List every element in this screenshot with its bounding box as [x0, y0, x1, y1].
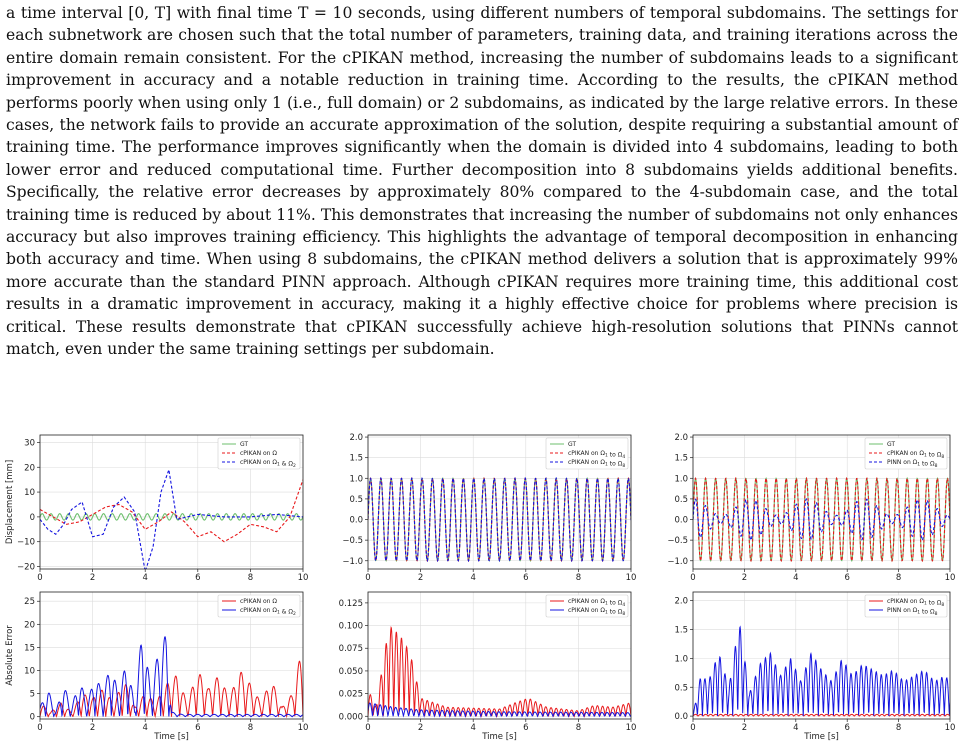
y-tick-label: 0.0 [349, 515, 363, 526]
legend-text: cPIKAN on Ω [240, 450, 277, 457]
y-tick-label: 0.100 [338, 621, 363, 632]
x-tick-label: 8 [247, 573, 254, 583]
y-tick-label: 20 [24, 463, 35, 474]
series-line [368, 703, 631, 716]
chart-panel-5 [339, 592, 637, 742]
y-axis-label: Absolute Error [5, 625, 15, 686]
x-tick-label: 8 [895, 723, 902, 733]
legend-text: to [607, 608, 618, 616]
legend-label [240, 450, 277, 457]
x-tick-label: 2 [89, 723, 96, 733]
legend-sub: 1 [277, 610, 280, 616]
legend-omega: Ω [919, 598, 924, 605]
y-tick-label: 0.025 [338, 689, 363, 700]
x-tick-label: 0 [37, 723, 43, 733]
plot-area [40, 470, 303, 572]
series-line [40, 470, 303, 572]
legend-label [887, 441, 895, 448]
x-tick-label: 4 [793, 573, 799, 583]
x-tick-label: 2 [741, 573, 748, 583]
legend-sub: 8 [622, 464, 626, 469]
plot-area [693, 627, 950, 716]
x-axis-label: Time [s] [482, 732, 517, 742]
y-tick-label: −1.0 [342, 556, 363, 567]
x-tick-label: 10 [625, 723, 637, 733]
legend-text: & [279, 460, 289, 468]
x-tick-label: 0 [365, 723, 371, 733]
legend-sub: 2 [292, 612, 296, 617]
y-tick-label: 0 [29, 712, 35, 723]
x-tick-label: 0 [690, 723, 696, 733]
legend [865, 438, 947, 469]
legend-text: GT [887, 441, 896, 448]
y-tick-label: 0.125 [338, 598, 363, 609]
x-tick-label: 2 [741, 723, 748, 733]
legend-sub: 8 [934, 464, 938, 469]
legend-omega: Ω [617, 451, 623, 459]
y-tick-label: 0.5 [674, 494, 688, 505]
legend-sub: 1 [917, 462, 921, 468]
legend-text: cPIKAN on [568, 598, 601, 605]
legend-omega: Ω [288, 608, 293, 616]
y-axis-label: Displacement [mm] [5, 459, 15, 545]
legend-text: cPIKAN on [240, 607, 273, 614]
x-tick-label: 10 [297, 573, 309, 583]
legend-sub: 4 [622, 455, 626, 460]
y-tick-label: 1.5 [349, 453, 363, 464]
legend-omega: Ω [600, 459, 605, 466]
x-tick-label: 0 [690, 573, 696, 583]
legend-text: GT [240, 441, 249, 448]
legend-omega: Ω [617, 599, 623, 607]
y-tick-label: −0.5 [667, 536, 688, 547]
plot-area [368, 628, 631, 717]
y-tick-label: 0.050 [338, 666, 363, 677]
legend-omega: Ω [617, 460, 623, 468]
y-tick-label: 0.0 [674, 515, 688, 526]
y-tick-label: 1.0 [674, 654, 688, 665]
x-tick-label: 2 [417, 573, 424, 583]
legend-sub: 2 [292, 464, 296, 469]
x-tick-label: 10 [625, 573, 637, 583]
y-tick-label: 0.5 [349, 494, 363, 505]
legend-sub: 8 [622, 612, 626, 617]
figure-panels [0, 428, 965, 749]
x-tick-label: 4 [793, 723, 799, 733]
body-paragraph: a time interval [0, T] with final time T = 10 seconds, using different numbers of temporal subdomains. The settings for each subnetwork are chosen such that the total number of parameters, training data, and training iterations across the entire domain remain consistent. For the cPIKAN method, increasing the number of subdomains leads to a significant improvement in accuracy and a notable reduction in training time. According to the results, the cPIKAN method performs poorly when using only 1 (i.e., full domain) or 2 subdomains, as indicated by the large relative errors. In these cases, the network fails to provide an accurate approximation of the solution, despite requiring a substantial amount of training time. The performance improves significantly when the domain is divided into 4 subdomains, leading to both lower error and reduced computational time. Further decomposition into 8 subdomains yields additional benefits. Specifically, the relative error decreases by approximately 80% compared to the 4-subdomain case, and the total training time is reduced by about 11%. This demonstrates that increasing the number of subdomains not only enhances accuracy but also improves training efficiency. This highlights the advantage of temporal decomposition in enhancing both accuracy and time. When using 8 subdomains, the cPIKAN method delivers a solution that is approximately 99% more accurate than the standard PINN approach. Although cPIKAN requires more training time, this additional cost results in a dramatic improvement in accuracy, making it a highly effective choice for problems where precision is critical. These results demonstrate that cPIKAN successfully achieve high-resolution solutions that PINNs cannot match, even under the same training settings per subdomain. [6, 4, 958, 359]
legend-text: to [607, 460, 618, 468]
legend-omega: Ω [617, 608, 623, 616]
x-tick-label: 6 [523, 723, 529, 733]
legend [865, 595, 947, 617]
y-tick-label: −1.0 [667, 556, 688, 567]
y-tick-label: 1.5 [674, 625, 688, 636]
x-axis-label: Time [s] [804, 732, 839, 742]
legend-text: & [279, 608, 289, 616]
x-tick-label: 2 [417, 723, 424, 733]
legend-text: cPIKAN on [887, 598, 920, 605]
y-tick-label: 0 [29, 512, 35, 523]
x-tick-label: 4 [470, 723, 476, 733]
series-line [693, 627, 950, 716]
legend-sub: 1 [924, 601, 927, 607]
x-tick-label: 8 [575, 573, 582, 583]
x-tick-label: 8 [247, 723, 254, 733]
chart-panel-1 [5, 435, 308, 583]
series-line [40, 514, 303, 520]
x-tick-label: 10 [944, 573, 956, 583]
y-tick-label: 20 [24, 620, 35, 631]
x-axis-label: Time [s] [154, 732, 189, 742]
legend-sub: 8 [934, 612, 938, 617]
legend-omega: Ω [600, 607, 605, 614]
y-tick-label: 5 [29, 689, 35, 700]
legend-sub: 8 [941, 455, 945, 460]
legend [546, 438, 628, 469]
legend-text: cPIKAN on [887, 450, 920, 457]
legend-omega: Ω [272, 607, 277, 614]
legend-omega: Ω [272, 459, 277, 466]
x-tick-label: 8 [575, 723, 582, 733]
legend-text: cPIKAN on Ω [240, 598, 277, 605]
legend-omega: Ω [912, 607, 918, 614]
y-tick-label: −0.5 [342, 536, 363, 547]
legend-label [240, 441, 248, 448]
legend-omega: Ω [936, 451, 942, 459]
y-tick-label: 2.0 [674, 433, 688, 444]
x-tick-label: 6 [523, 573, 529, 583]
y-tick-label: 0.075 [338, 644, 363, 655]
legend-omega: Ω [929, 608, 935, 616]
legend-text: to [920, 608, 930, 616]
y-tick-label: −20 [17, 562, 35, 573]
legend [218, 438, 300, 469]
x-tick-label: 0 [37, 573, 43, 583]
y-tick-label: 0.5 [674, 683, 688, 694]
series-line [368, 628, 631, 717]
legend-text: cPIKAN on [568, 459, 601, 466]
y-tick-label: 15 [24, 643, 35, 654]
legend-sub: 1 [277, 462, 280, 468]
legend-sub: 1 [605, 601, 608, 607]
legend-omega: Ω [288, 460, 293, 468]
x-tick-label: 4 [470, 573, 476, 583]
legend-sub: 8 [941, 603, 945, 608]
x-tick-label: 6 [195, 723, 201, 733]
y-tick-label: 1.0 [349, 474, 363, 485]
legend-text: cPIKAN on [568, 607, 601, 614]
legend-text: cPIKAN on [240, 459, 273, 466]
legend-text: to [920, 460, 930, 468]
y-tick-label: −10 [17, 537, 35, 548]
legend-sub: 1 [605, 453, 608, 459]
chart-panel-6 [674, 592, 955, 742]
legend-omega: Ω [600, 450, 605, 457]
legend [546, 595, 628, 617]
legend-label [568, 441, 576, 448]
chart-panel-2 [342, 433, 636, 583]
legend-omega: Ω [936, 599, 942, 607]
legend-sub: 1 [917, 610, 921, 616]
x-tick-label: 4 [142, 723, 148, 733]
y-tick-label: 0.000 [338, 712, 363, 723]
legend-sub: 4 [622, 603, 626, 608]
chart-panel-4 [5, 592, 308, 742]
x-tick-label: 8 [895, 573, 902, 583]
y-tick-label: 10 [24, 666, 35, 677]
x-tick-label: 2 [89, 573, 96, 583]
y-tick-label: 10 [24, 488, 35, 499]
legend-text: PINN on [887, 459, 913, 466]
legend-sub: 1 [605, 462, 608, 468]
legend-omega: Ω [919, 450, 924, 457]
y-tick-label: 0.0 [674, 712, 688, 723]
legend-text: to [926, 451, 937, 459]
x-tick-label: 10 [297, 723, 309, 733]
legend-text: cPIKAN on [568, 450, 601, 457]
legend-omega: Ω [912, 459, 918, 466]
legend [218, 595, 300, 617]
y-tick-label: 25 [24, 597, 35, 608]
x-tick-label: 0 [365, 573, 371, 583]
series-line [40, 480, 303, 542]
legend-text: to [607, 599, 618, 607]
legend-text: to [607, 451, 618, 459]
x-tick-label: 10 [944, 723, 956, 733]
legend-text: GT [568, 441, 577, 448]
y-tick-label: 1.5 [674, 453, 688, 464]
legend-omega: Ω [600, 598, 605, 605]
x-tick-label: 6 [844, 723, 850, 733]
legend-sub: 1 [924, 453, 927, 459]
x-tick-label: 6 [195, 573, 201, 583]
legend-label [240, 598, 277, 605]
y-tick-label: 2.0 [349, 433, 363, 444]
y-tick-label: 1.0 [674, 474, 688, 485]
legend-text: to [926, 599, 937, 607]
y-tick-label: 30 [24, 438, 35, 449]
x-tick-label: 4 [142, 573, 148, 583]
plot-area [40, 637, 303, 717]
legend-omega: Ω [929, 460, 935, 468]
y-tick-label: 2.0 [674, 596, 688, 607]
chart-panel-3 [667, 433, 955, 583]
x-tick-label: 6 [844, 573, 850, 583]
legend-sub: 1 [605, 610, 608, 616]
legend-text: PINN on [887, 607, 913, 614]
